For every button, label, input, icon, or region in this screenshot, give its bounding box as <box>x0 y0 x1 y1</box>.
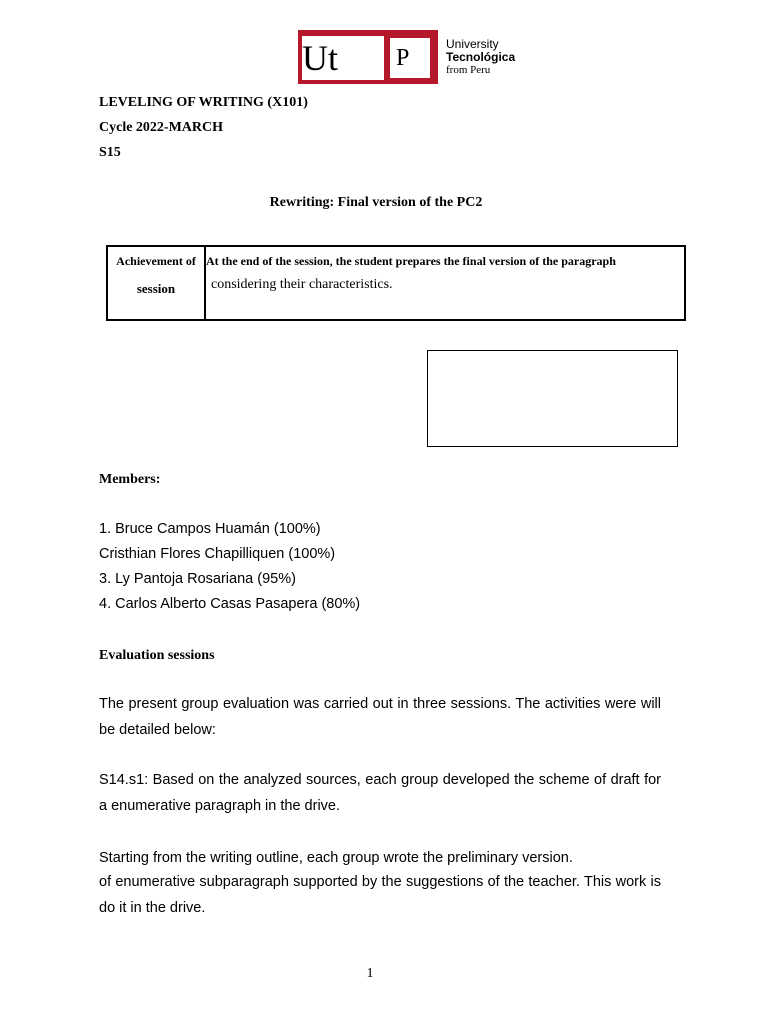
course-title: LEVELING OF WRITING (X101) <box>99 95 308 110</box>
logo-ut-mark: Ut <box>302 36 384 80</box>
achievement-text-line2: considering their characteristics. <box>211 277 393 292</box>
member-item: Cristhian Flores Chapilliquen (100%) <box>99 546 336 562</box>
evaluation-heading: Evaluation sessions <box>99 648 215 663</box>
evaluation-paragraph-3b: of enumerative subparagraph supported by the suggestions of the teacher. This work is do it in the drive. <box>99 874 661 916</box>
cycle-label: Cycle 2022-MARCH <box>99 120 224 135</box>
logo-line-university: University <box>446 37 499 51</box>
evaluation-paragraph-2: S14.s1: Based on the analyzed sources, each group developed the scheme of draft for a enumerative paragraph in the drive. <box>99 772 661 814</box>
evaluation-paragraph-1: The present group evaluation was carried out in three sessions. The activities were will be detailed below: <box>99 696 661 738</box>
logo-line-from-peru: from Peru <box>446 64 491 76</box>
achievement-table <box>106 245 686 321</box>
logo-text <box>446 38 515 77</box>
member-item: 1. Bruce Campos Huamán (100%) <box>99 521 321 537</box>
session-label: S15 <box>99 145 121 160</box>
achievement-text-cell <box>205 246 685 320</box>
achievement-label-line1: Achievement of <box>116 254 196 268</box>
member-item: 3. Ly Pantoja Rosariana (95%) <box>99 571 296 587</box>
logo-line-tecnologica: Tecnológica <box>446 50 516 64</box>
achievement-text-line1: At the end of the session, the student prepares the final version of the paragraph <box>206 254 616 268</box>
members-heading: Members: <box>99 472 161 487</box>
logo-p-mark: P <box>390 38 430 78</box>
page-number: 1 <box>366 966 374 981</box>
achievement-label-cell <box>107 246 205 320</box>
member-item: 4. Carlos Alberto Casas Pasapera (80%) <box>99 596 361 612</box>
document-title: Rewriting: Final version of the PC2 <box>269 195 483 210</box>
empty-box <box>427 350 678 447</box>
evaluation-paragraph-3a: Starting from the writing outline, each group wrote the preliminary version. <box>99 850 573 866</box>
achievement-label-line2: session <box>136 281 176 296</box>
